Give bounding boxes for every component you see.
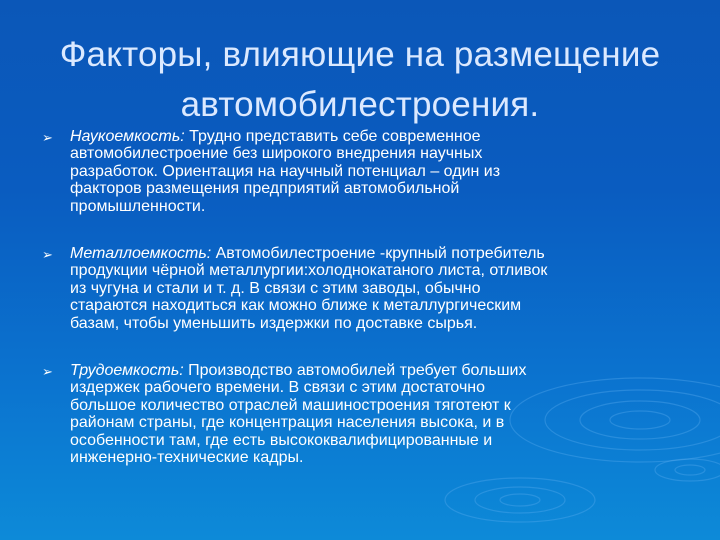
bullet-first-line (70, 128, 682, 145)
bullet-text-line: промышленности. (70, 197, 206, 215)
bullet-text-line: издержек рабочего времени. В связи с этим достаточно (70, 379, 486, 397)
bullet-text: Производство автомобилей требует больших (183, 362, 527, 380)
bullet-text: Трудно представить себе современное (184, 128, 481, 145)
bullet-lead: Металлоемкость: (70, 245, 212, 263)
bullet-item-labor-intensity (42, 362, 682, 466)
bullet-item-metal-intensity (42, 245, 682, 332)
slide-title (20, 30, 700, 130)
bullet-text-line: автомобилестроение без широкого внедрения научных (70, 145, 483, 163)
bullet-item-science-intensity (42, 128, 682, 215)
bullet-text-line: районам страны, где концентрация населения высока, и в (70, 414, 505, 432)
bullet-first-line (70, 362, 682, 379)
bullet-first-line (70, 245, 682, 262)
slide-title-line-1: Факторы, влияющие на размещение (59, 35, 661, 74)
arrow-bullet-icon: ➢ (42, 247, 53, 263)
bullet-text-line: большое количество отраслей машиностроения тяготеют к (70, 396, 511, 414)
bullet-text-line: базам, чтобы уменьшить издержки по доставке сырья. (70, 314, 478, 332)
arrow-bullet-icon: ➢ (42, 130, 53, 145)
bullet-text-line: продукции чёрной металлургии:холоднокатаного листа, отливок (70, 262, 548, 280)
bullet-text-line: инженерно-технические кадры. (70, 449, 304, 467)
bullet-text-line: из чугуна и стали и т. д. В связи с этим заводы, обычно (70, 279, 481, 297)
arrow-bullet-icon: ➢ (42, 364, 53, 380)
bullet-text-line: разработок. Ориентация на научный потенциал – один из (70, 162, 501, 180)
bullet-text: Автомобилестроение -крупный потребитель (211, 245, 545, 263)
bullet-lead: Трудоемкость: (70, 362, 184, 380)
bullet-lead: Наукоемкость: (70, 128, 185, 145)
bullet-list (42, 128, 682, 467)
slide-title-line-2: автомобилестроения. (180, 85, 540, 124)
bullet-text-line: особенности там, где есть высококвалифицированные и (70, 431, 493, 449)
bullet-text-line: факторов размещения предприятий автомобильной (70, 180, 460, 198)
bullet-text-line: стараются находиться как можно ближе к металлургическим (70, 297, 522, 315)
